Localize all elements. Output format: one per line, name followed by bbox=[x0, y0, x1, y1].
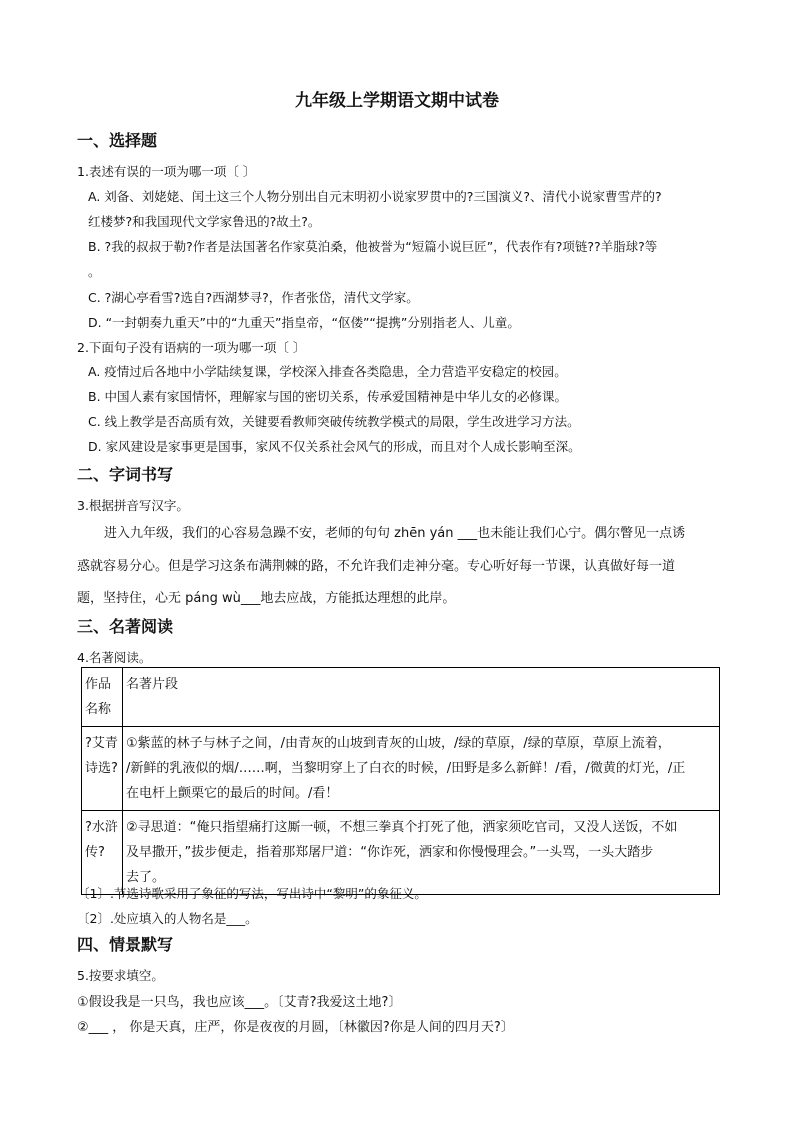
question-1-option-a-line-2: 红楼梦?和我国现代文学家鲁迅的?故土?。 bbox=[88, 214, 321, 229]
question-5-line-1: ①假设我是一只鸟，我也应该___。〔艾青?我爱这土地?〕 bbox=[77, 995, 402, 1010]
document-title: 九年级上学期语文期中试卷 bbox=[295, 91, 499, 111]
question-2-option-c: C. 线上教学是否高质有效，关键要看教师突破传统教学模式的局限，学生改进学习方法。 bbox=[88, 414, 580, 429]
question-1-option-d: D. “一封朝奏九重天”中的“九重天”指皇帝，“伛偻”“提携”分别指老人、儿童。 bbox=[88, 315, 520, 330]
question-2-option-a: A. 疫情过后各地中小学陆续复课，学校深入排查各类隐患，全力营造平安稳定的校园。 bbox=[88, 364, 567, 379]
question-1-option-c: C. ?湖心亭看雪?选自?西湖梦寻?，作者张岱，清代文学家。 bbox=[88, 290, 419, 305]
header-text: 名称 bbox=[85, 702, 112, 717]
work-name-cell bbox=[82, 811, 123, 895]
table-row bbox=[82, 727, 720, 811]
question-1-option-b-line-1: B. ?我的叔叔于勒?作者是法国著名作家莫泊桑，他被誉为“短篇小说巨匠”，代表作有?项链??羊脂球?等 bbox=[88, 239, 658, 254]
section-heading-classics: 三、名著阅读 bbox=[77, 617, 174, 636]
section-heading-choice: 一、选择题 bbox=[77, 131, 158, 150]
excerpt-line: ②寻思道：“俺只指望痛打这厮一顿，不想三拳真个打死了他，洒家须吃官司，又没人送饭，不如 bbox=[126, 820, 678, 835]
work-name-cell bbox=[82, 727, 123, 811]
question-2-option-b: B. 中国人素有家国情怀，理解家与国的密切关系，传承爱国精神是中华儿女的必修课。 bbox=[88, 389, 568, 404]
section-heading-writing: 二、字词书写 bbox=[77, 465, 174, 484]
table-header-excerpt: 名著片段 bbox=[123, 668, 720, 727]
question-1-option-b-line-2: 。 bbox=[88, 264, 101, 279]
question-5-stem: 5.按要求填空。 bbox=[77, 968, 164, 983]
question-2-stem: 2.下面句子没有语病的一项为哪一项〔 〕 bbox=[77, 340, 306, 355]
classics-table bbox=[81, 667, 720, 895]
excerpt-cell bbox=[123, 727, 720, 811]
work-name-text: 诗选? bbox=[85, 761, 118, 776]
question-4-subquestion-2: 〔2〕.处应填入的人物名是___。 bbox=[77, 911, 258, 926]
header-text: 作品 bbox=[85, 677, 112, 692]
question-3-passage-line-1: 进入九年级，我们的心容易急躁不安，老师的句句 zhēn yán ___也未能让我们心宁。偶尔瞥见一点诱 bbox=[104, 526, 686, 541]
question-5-line-2: ②___ ， 你是天真，庄严，你是夜夜的月圆，〔林徽因?你是人间的四月天?〕 bbox=[77, 1020, 514, 1035]
excerpt-line: 及早撒开，”拔步便走，指着那郑屠尸道：“你诈死，洒家和你慢慢理会。”一头骂，一头大踏步 bbox=[126, 845, 654, 860]
work-name-text: 传? bbox=[85, 845, 105, 860]
excerpt-line: 在电杆上颤栗它的最后的时间。/看！ bbox=[126, 786, 339, 801]
excerpt-cell bbox=[123, 811, 720, 895]
table-header-row bbox=[82, 668, 720, 727]
question-1-option-a-line-1: A. 刘备、刘姥姥、闰土这三个人物分别出自元末明初小说家罗贯中的?三国演义?、清代小说家曹雪芹的? bbox=[88, 189, 662, 204]
question-3-passage-line-2: 惑就容易分心。但是学习这条布满荆棘的路，不允许我们走神分毫。专心听好每一节课，认真做好每一道 bbox=[77, 559, 676, 574]
question-2-option-d: D. 家风建设是家事更是国事，家风不仅关系社会风气的形成，而且对个人成长影响至深。 bbox=[88, 439, 581, 454]
question-4-subquestion-1: 〔1〕.节选诗歌采用了象征的写法，写出诗中“黎明”的象征义。 bbox=[77, 886, 427, 901]
question-3-stem: 3.根据拼音写汉字。 bbox=[77, 498, 189, 513]
question-1-stem: 1.表述有误的一项为哪一项〔 〕 bbox=[77, 164, 256, 179]
excerpt-line: /新鲜的乳液似的烟/……啊，当黎明穿上了白衣的时候，/田野是多么新鲜！/看，/微黄的灯光，/正 bbox=[126, 761, 686, 776]
table-header-work-name bbox=[82, 668, 123, 727]
section-heading-recitation: 四、情景默写 bbox=[77, 935, 174, 954]
excerpt-line: ①紫蓝的林子与林子之间，/由青灰的山坡到青灰的山坡，/绿的草原，/绿的草原，草原上流着， bbox=[126, 736, 671, 751]
question-3-passage-line-3: 题，坚持住，心无 páng wù___地去应战，方能抵达理想的此岸。 bbox=[77, 591, 456, 606]
excerpt-line: 去了。 bbox=[126, 870, 166, 885]
table-row bbox=[82, 811, 720, 895]
work-name-text: ?水浒 bbox=[85, 820, 118, 835]
question-4-stem: 4.名著阅读。 bbox=[77, 650, 152, 665]
work-name-text: ?艾青 bbox=[85, 736, 118, 751]
